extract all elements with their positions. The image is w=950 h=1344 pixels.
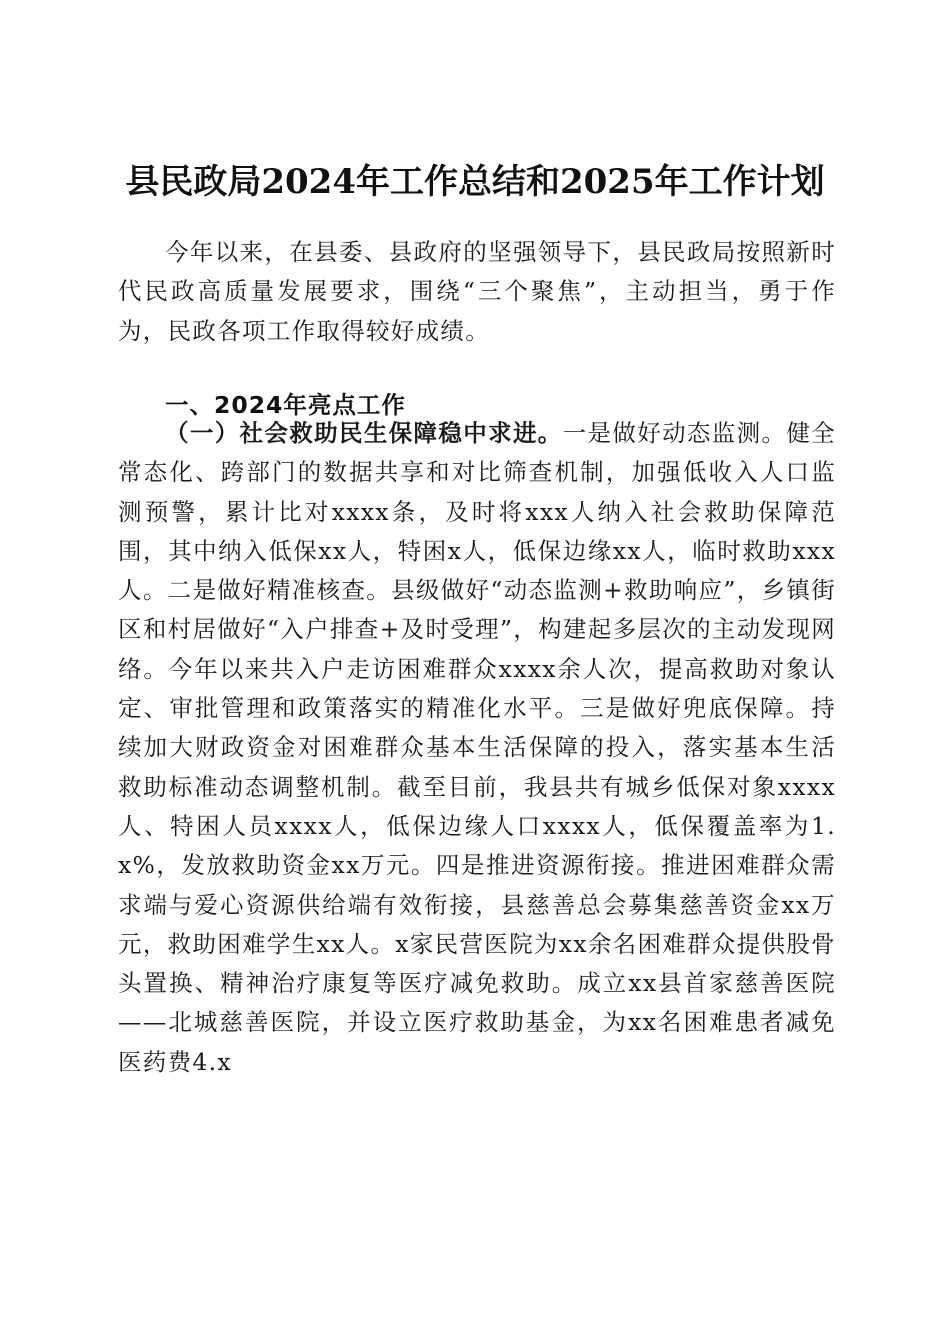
section-paragraph xyxy=(118,414,836,1082)
intro-paragraph: 今年以来，在县委、县政府的坚强领导下，县民政局按照新时代民政高质量发展要求，围绕“三个聚焦”，主动担当，勇于作为，民政各项工作取得较好成绩。 xyxy=(118,238,836,345)
document-title: 县民政局2024年工作总结和2025年工作计划 xyxy=(125,161,825,202)
subsection-body: 一是做好动态监测。健全常态化、跨部门的数据共享和对比筛查机制，加强低收入人口监测预警，累计比对xxxx条，及时将xxx人纳入社会救助保障范围，其中纳入低保xx人，特困x人，低保边缘xx人，临时救助xxx人。二是做好精准核查。县级做好“动态监测+救助响应”，乡镇街区和村居做好“入户排查+及时受理”，构建起多层次的主动发现网络。今年以来共入户走访困难群众xxxx余人次，提高救助对象认定、审批管理和政策落实的精准化水平。三是做好兜底保障。持续加大财政资金对困难群众基本生活保障的投入，落实基本生活救助标准动态调整机制。截至目前，我县共有城乡低保对象xxxx人、特困人员xxxx人，低保边缘人口xxxx人，低保覆盖率为1.x%，发放救助资金xx万元。四是推进资源衔接。推进困难群众需求端与爱心资源供给端有效衔接，县慈善总会募集慈善资金xx万元，救助困难学生xx人。x家民营医院为xx余名困难群众提供股骨头置换、精神治疗康复等医疗减免救助。成立xx县首家慈善医院——北城慈善医院，并设立医疗救助基金，为xx名困难患者减免医药费4.x xyxy=(118,419,836,1076)
subsection-heading: （一）社会救助民生保障稳中求进。 xyxy=(165,419,563,447)
section-heading: 一、2024年亮点工作 xyxy=(165,390,406,419)
